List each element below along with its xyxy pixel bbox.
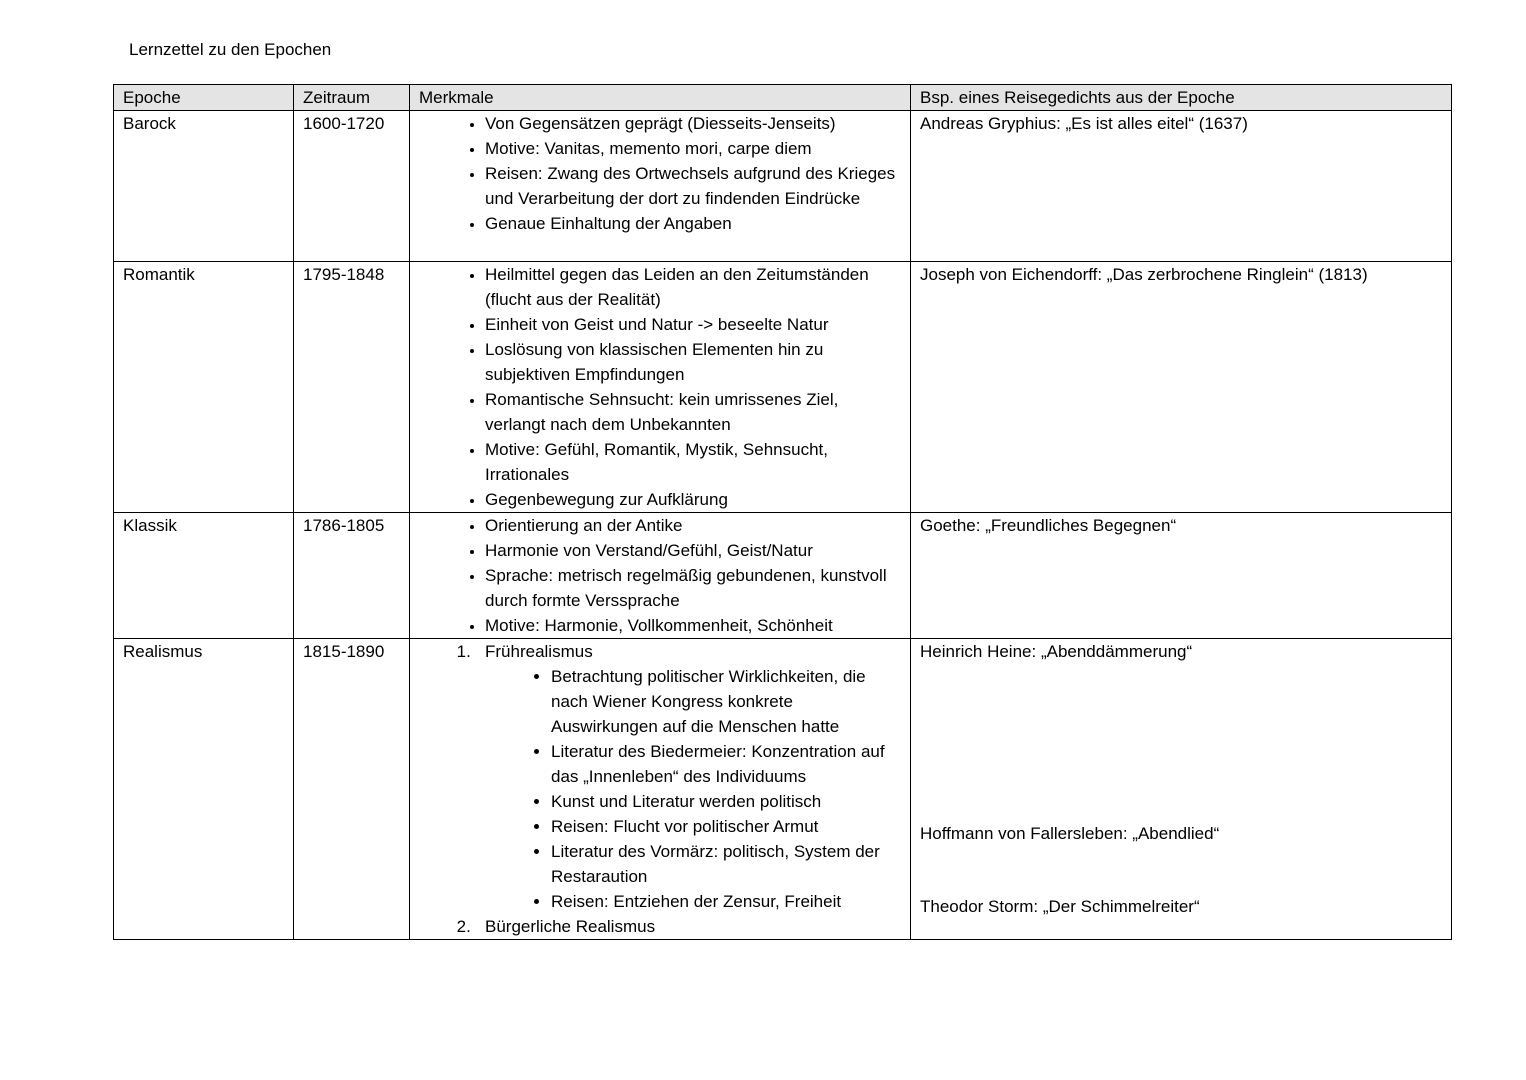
list-item: • Loslösung von klassischen Elementen hin zu subjektiven Empfindungen — [485, 337, 901, 387]
header-zeitraum: Zeitraum — [294, 85, 410, 111]
phase-name: Bürgerliche Realismus — [485, 917, 656, 936]
list-item: • Literatur des Biedermeier: Konzentration auf das „Innenleben“ des Individuums — [551, 739, 901, 789]
example-poem: Theodor Storm: „Der Schimmelreiter“ — [920, 897, 1200, 916]
epoch-features — [410, 262, 911, 513]
epoch-features — [410, 513, 911, 639]
list-item: • Literatur des Vormärz: politisch, System der Restaraution — [551, 839, 901, 889]
feature-list — [419, 262, 901, 512]
list-item: • Romantische Sehnsucht: kein umrissenes Ziel, verlangt nach dem Unbekannten — [485, 387, 901, 437]
list-item: • Heilmittel gegen das Leiden an den Zeitumständen (flucht aus der Realität) — [485, 262, 901, 312]
list-item: • Reisen: Zwang des Ortwechsels aufgrund des Krieges und Verarbeitung der dort zu findenden Eindrücke — [485, 161, 901, 211]
list-item: • Kunst und Literatur werden politisch — [551, 789, 901, 814]
list-item: • Motive: Vanitas, memento mori, carpe diem — [485, 136, 901, 161]
header-epoche: Epoche — [114, 85, 294, 111]
epoch-period: 1786-1805 — [294, 513, 410, 639]
epoch-example — [911, 262, 1452, 513]
sub-feature-list — [485, 664, 901, 914]
feature-list — [419, 513, 901, 638]
list-item: • Von Gegensätzen geprägt (Diesseits-Jenseits) — [485, 111, 901, 136]
list-item: • Gegenbewegung zur Aufklärung — [485, 487, 901, 512]
epoch-name: Romantik — [114, 262, 294, 513]
epoch-name: Barock — [114, 111, 294, 262]
header-beispiel: Bsp. eines Reisegedichts aus der Epoche — [911, 85, 1452, 111]
example-poem: Heinrich Heine: „Abenddämmerung“ — [920, 642, 1193, 661]
epoch-example — [911, 639, 1452, 940]
list-item: • Sprache: metrisch regelmäßig gebundenen, kunstvoll durch formte Verssprache — [485, 563, 901, 613]
list-item: • Reisen: Entziehen der Zensur, Freiheit — [551, 889, 901, 914]
table-row — [114, 513, 1452, 639]
table-header-row — [114, 85, 1452, 111]
epoch-features — [410, 111, 911, 262]
list-item: • Genaue Einhaltung der Angaben — [485, 211, 901, 236]
epoch-period: 1795-1848 — [294, 262, 410, 513]
list-item: • Betrachtung politischer Wirklichkeiten, die nach Wiener Kongress konkrete Auswirkungen auf die Menschen hatte — [551, 664, 901, 739]
epoch-features — [410, 639, 911, 940]
header-merkmale: Merkmale — [410, 85, 911, 111]
list-item: • Reisen: Flucht vor politischer Armut — [551, 814, 901, 839]
feature-list — [419, 111, 901, 236]
phase-list — [419, 639, 901, 939]
epoch-name: Realismus — [114, 639, 294, 940]
document-title: Lernzettel zu den Epochen — [129, 40, 332, 59]
example-block — [920, 639, 1442, 937]
list-item: • Motive: Harmonie, Vollkommenheit, Schönheit — [485, 613, 901, 638]
table-row — [114, 111, 1452, 262]
table-row — [114, 639, 1452, 940]
phase-item — [485, 914, 901, 939]
list-item: • Einheit von Geist und Natur -> beseelte Natur — [485, 312, 901, 337]
example-poem: Andreas Gryphius: „Es ist alles eitel“ (1637) — [920, 114, 1248, 133]
epoch-example — [911, 513, 1452, 639]
list-item: • Motive: Gefühl, Romantik, Mystik, Sehnsucht, Irrationales — [485, 437, 901, 487]
phase-name: Frührealismus — [485, 642, 593, 661]
example-poem: Hoffmann von Fallersleben: „Abendlied“ — [920, 824, 1220, 843]
phase-item — [485, 639, 901, 914]
table-row — [114, 262, 1452, 513]
example-poem: Goethe: „Freundliches Begegnen“ — [920, 516, 1177, 535]
epoch-period: 1815-1890 — [294, 639, 410, 940]
epoch-name: Klassik — [114, 513, 294, 639]
epoch-example — [911, 111, 1452, 262]
example-poem: Joseph von Eichendorff: „Das zerbrochene Ringlein“ (1813) — [920, 265, 1368, 284]
list-item: • Harmonie von Verstand/Gefühl, Geist/Natur — [485, 538, 901, 563]
epoch-period: 1600-1720 — [294, 111, 410, 262]
epochs-table — [113, 84, 1452, 940]
list-item: • Orientierung an der Antike — [485, 513, 901, 538]
